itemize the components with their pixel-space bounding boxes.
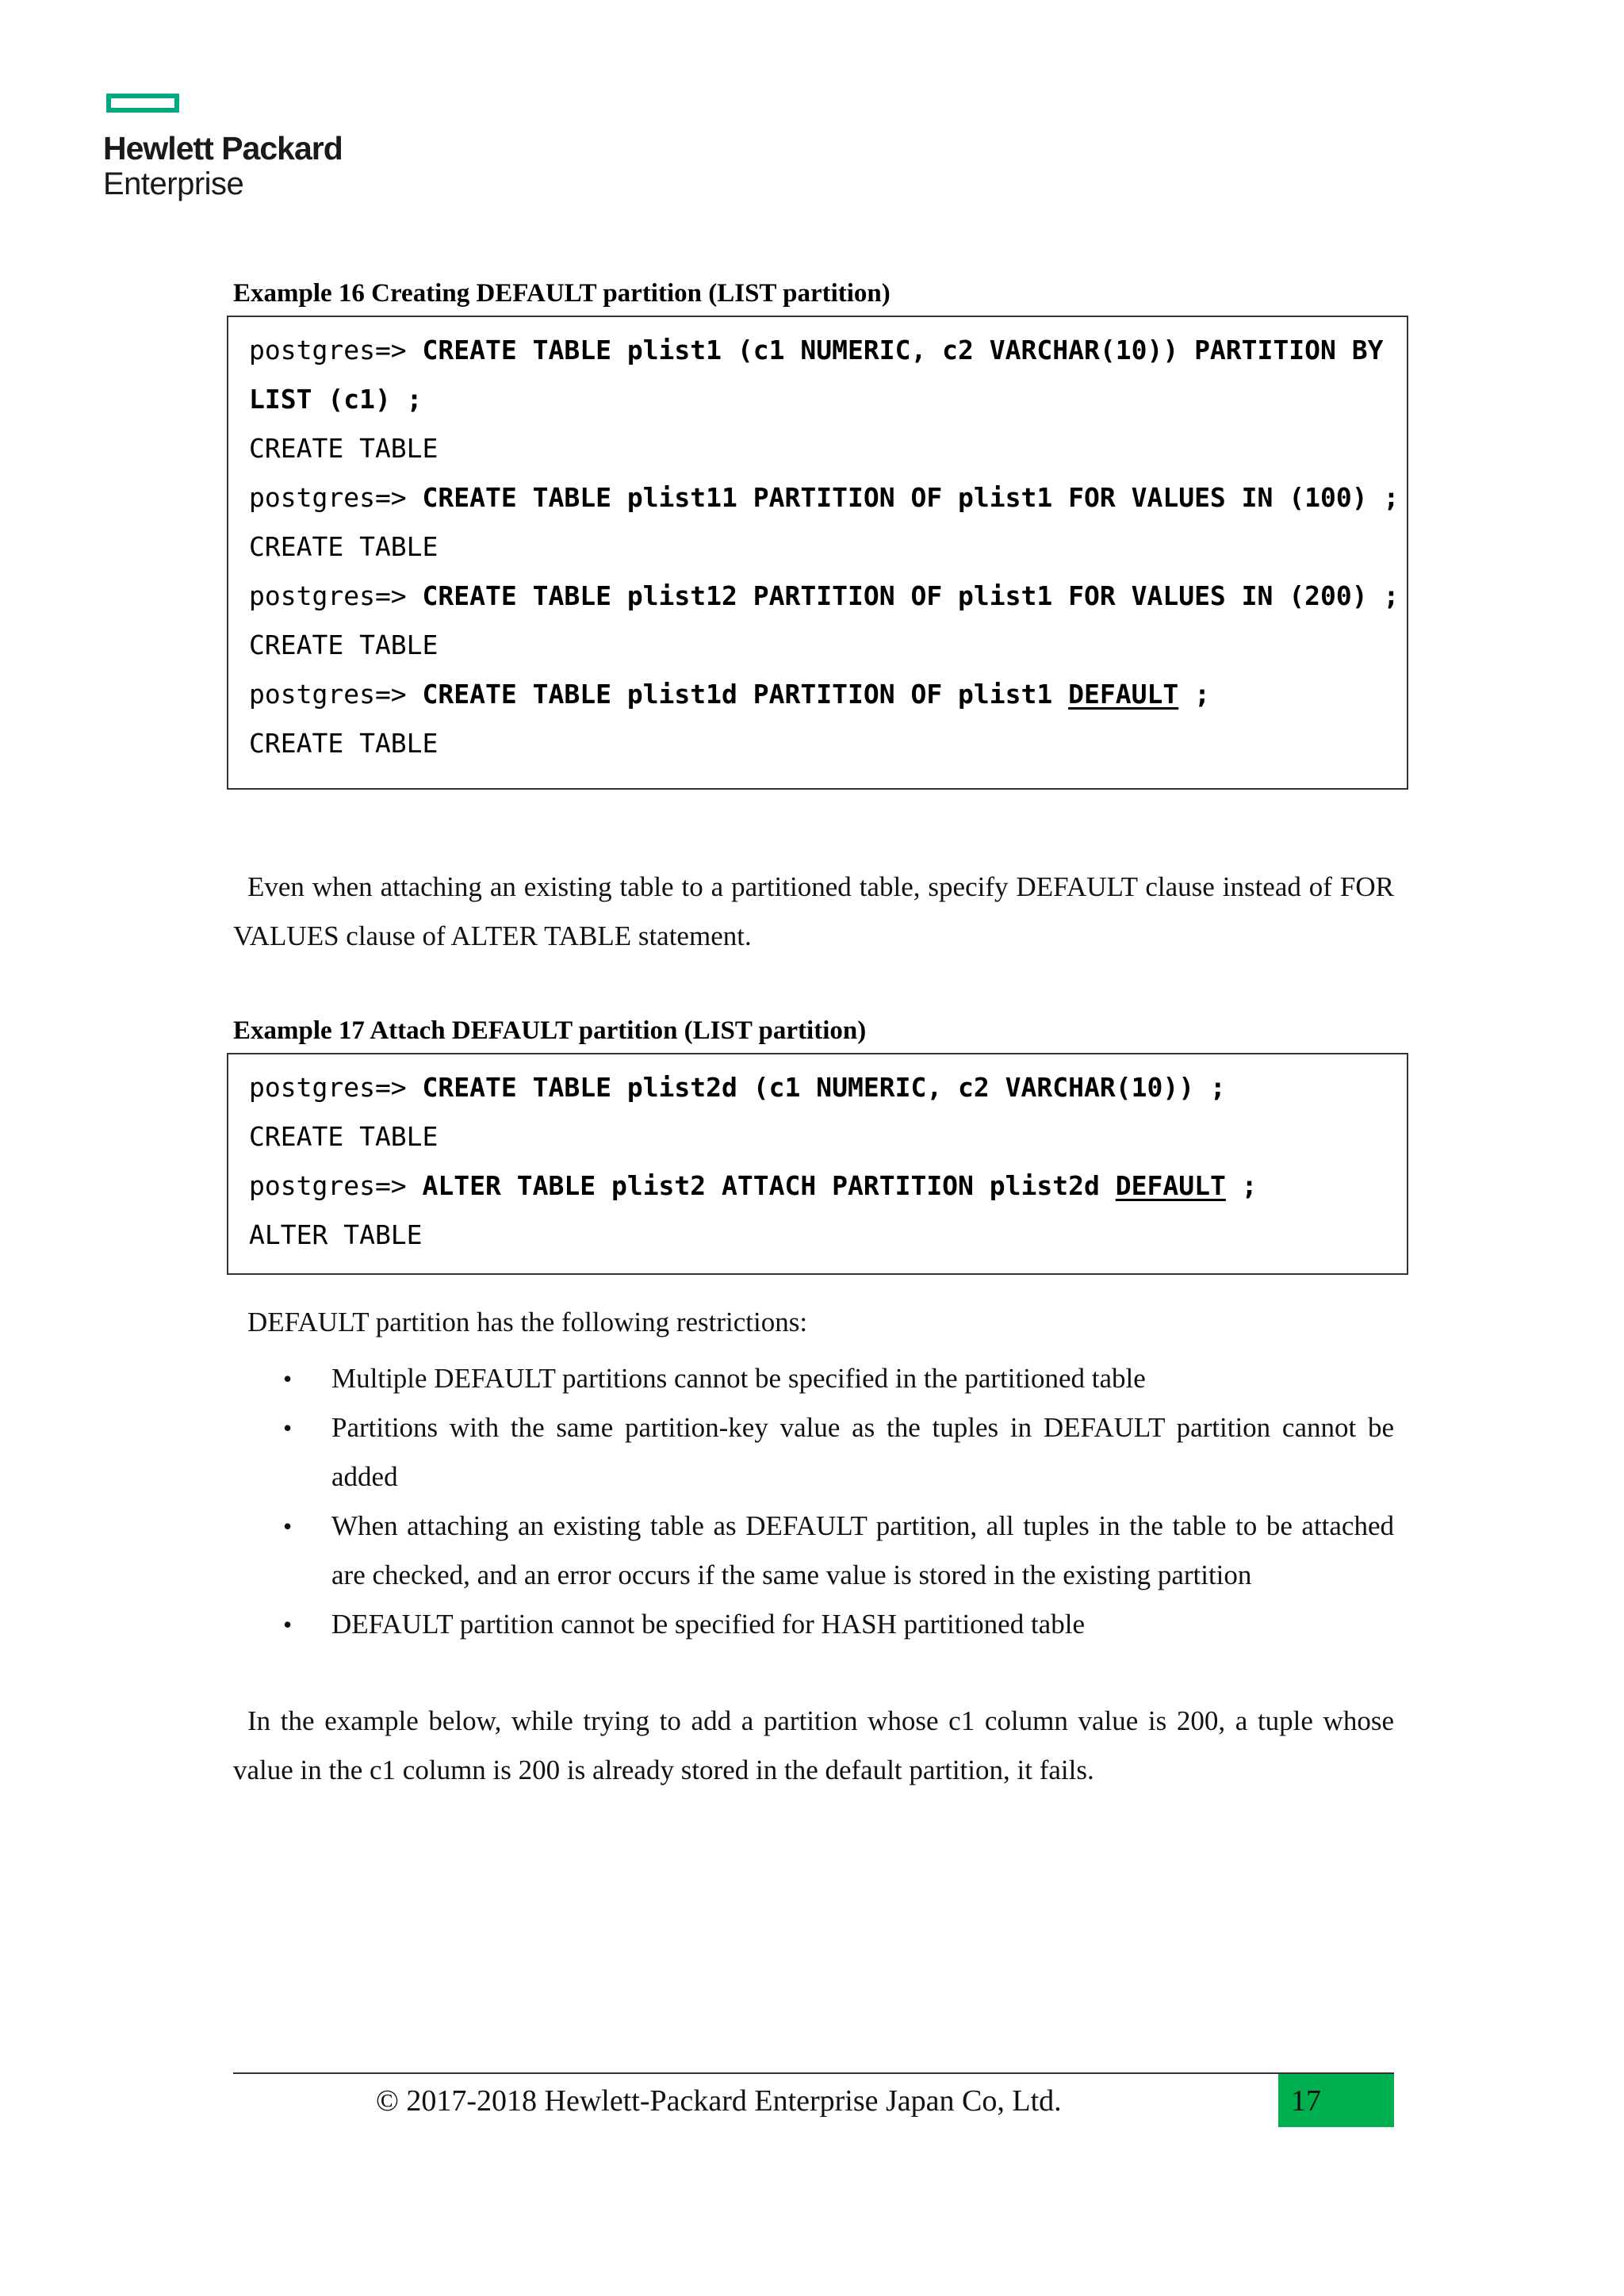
bullet-icon: • (283, 1414, 293, 1442)
example16-caption: Example 16 Creating DEFAULT partition (LIST partition) (233, 279, 891, 308)
footer-divider (233, 2072, 1394, 2074)
default-keyword: DEFAULT (1068, 679, 1179, 710)
code-output-line: CREATE TABLE (249, 629, 439, 660)
paragraph-example-failure: In the example below, while trying to add a partition whose c1 column value is 200, a tuple whose value in the c1 column is 200 is already stored in the default partition, it fails. (233, 1705, 1394, 1785)
code-output-line: CREATE TABLE (249, 1121, 439, 1152)
paragraph-attach-default: Even when attaching an existing table to a partitioned table, specify DEFAULT clause instead of FOR VALUES clause of ALTER TABLE statement. (233, 871, 1394, 951)
code-line: postgres=> CREATE TABLE plist1d PARTITION OF plist1 DEFAULT ; (249, 679, 1210, 710)
list-item: • DEFAULT partition cannot be specified for HASH partitioned table (233, 1600, 1394, 1649)
example17-caption: Example 17 Attach DEFAULT partition (LIST partition) (233, 1016, 867, 1045)
page-number: 17 (1291, 2084, 1321, 2118)
example16-code-box (227, 316, 1408, 790)
restrictions-list (233, 1354, 1394, 1649)
code-output-line: CREATE TABLE (249, 433, 439, 464)
code-line: postgres=> CREATE TABLE plist1 (c1 NUMERIC, c2 VARCHAR(10)) PARTITION BY (249, 335, 1384, 365)
code-line: postgres=> CREATE TABLE plist2d (c1 NUMERIC, c2 VARCHAR(10)) ; (249, 1072, 1226, 1103)
bullet-icon: • (283, 1610, 293, 1639)
code-line: postgres=> CREATE TABLE plist11 PARTITION OF plist1 FOR VALUES IN (100) ; (249, 482, 1400, 513)
code-output-line: CREATE TABLE (249, 728, 439, 759)
code-line: LIST (c1) ; (249, 384, 423, 415)
code-line: postgres=> CREATE TABLE plist12 PARTITION OF plist1 FOR VALUES IN (200) ; (249, 580, 1400, 611)
list-item: • Partitions with the same partition-key value as the tuples in DEFAULT partition cannot be added (233, 1403, 1394, 1502)
restrictions-intro: DEFAULT partition has the following restrictions: (247, 1307, 808, 1337)
logo-mark-icon (106, 94, 179, 113)
list-item: • When attaching an existing table as DEFAULT partition, all tuples in the table to be attached are checked, and an error occurs if the same value is stored in the existing partition (233, 1502, 1394, 1600)
bullet-icon: • (283, 1364, 293, 1393)
logo-text-line2: Enterprise (103, 166, 244, 201)
bullet-icon: • (283, 1512, 293, 1540)
example17-code-box (227, 1053, 1408, 1275)
logo-text-line1: Hewlett Packard (103, 130, 343, 166)
page-number-badge (1278, 2074, 1394, 2127)
list-item: • Multiple DEFAULT partitions cannot be specified in the partitioned table (233, 1354, 1394, 1403)
code-output-line: CREATE TABLE (249, 531, 439, 562)
default-keyword: DEFAULT (1115, 1170, 1226, 1201)
footer-copyright: © 2017-2018 Hewlett-Packard Enterprise Japan Co, Ltd. (376, 2084, 1062, 2118)
code-line: postgres=> ALTER TABLE plist2 ATTACH PARTITION plist2d DEFAULT ; (249, 1170, 1258, 1201)
code-output-line: ALTER TABLE (249, 1219, 423, 1250)
